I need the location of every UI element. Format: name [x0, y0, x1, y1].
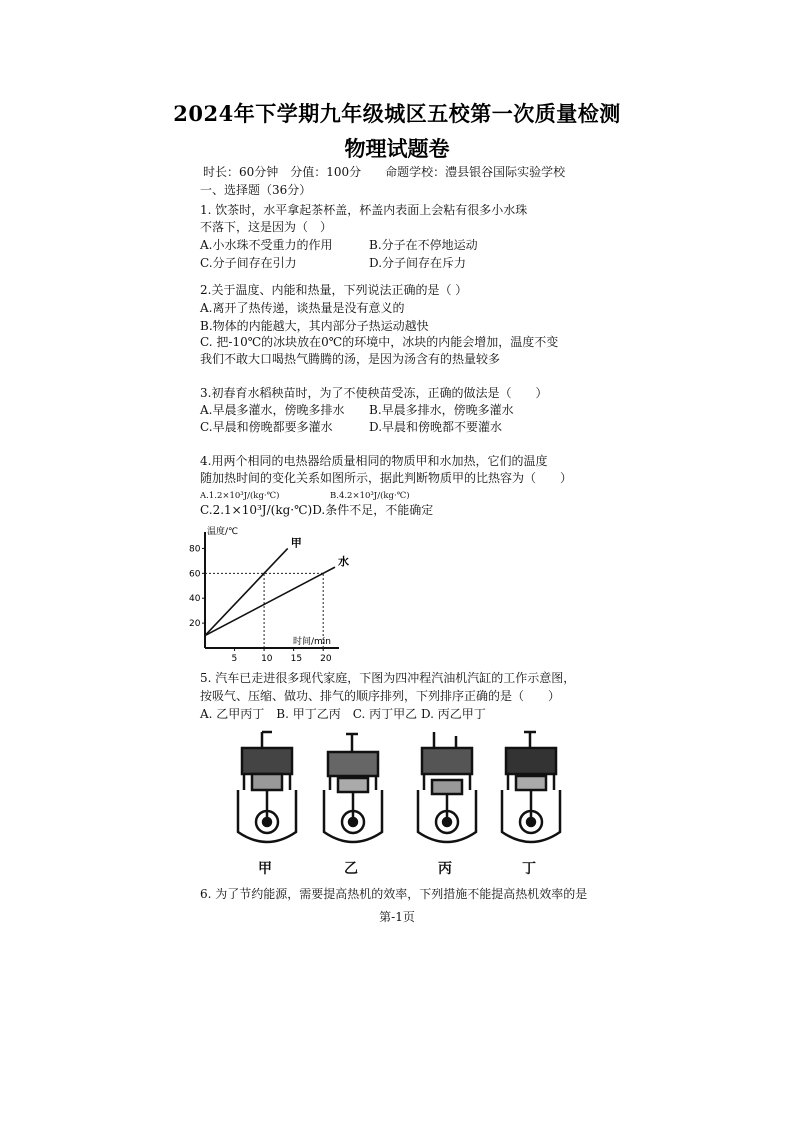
q3-stem: 3.初春育水稻秧苗时，为了不使秧苗受冻，正确的做法是（ ）	[200, 386, 548, 400]
engine-diagram-bing	[412, 728, 482, 853]
engine-diagram-jia	[232, 728, 302, 853]
engine-label-jia: 甲	[258, 861, 272, 877]
section-heading: 一、选择题（36分）	[200, 183, 312, 197]
q3-option-d: D.早晨和傍晚都不要灌水	[369, 420, 503, 434]
engine-diagram-ding	[496, 728, 566, 853]
q1-option-a: A.小水珠不受重力的作用	[200, 238, 333, 252]
page-number: 第-1页	[379, 910, 415, 924]
q1-stem-line2: 不落下，这是因为（ ）	[200, 220, 333, 234]
series-label-1: 甲	[290, 536, 302, 550]
x-tick-label: 20	[320, 654, 332, 664]
q1-option-b: B.分子在不停地运动	[369, 238, 478, 252]
q3-option-a: A.早晨多灌水，傍晚多排水	[200, 403, 345, 417]
x-tick-label: 15	[290, 654, 303, 664]
q4-option-a: A.1.2×10³J/(kg·℃)	[200, 491, 280, 501]
q2-option-c: C. 把-10℃的冰块放在0℃的环境中，冰块的内能会增加，温度不变	[200, 335, 559, 349]
q1-option-d: D.分子间存在斥力	[369, 256, 467, 270]
engine-label-bing: 丙	[438, 861, 452, 877]
q2-option-d: 我们不敢大口喝热气腾腾的汤，是因为汤含有的热量较多	[200, 352, 501, 366]
q1-stem-line1: 1. 饮茶时，水平拿起茶杯盖，杯盖内表面上会粘有很多小水珠	[200, 203, 528, 217]
exam-title: 2024年下学期九年级城区五校第一次质量检测	[173, 101, 621, 126]
x-axis-label: 时间/min	[293, 637, 332, 647]
exam-meta: 时长：60分钟 分值：100分 命题学校：澧县银谷国际实验学校	[203, 165, 566, 179]
q3-option-c: C.早晨和傍晚都要多灌水	[200, 420, 333, 434]
series-line-2	[205, 567, 335, 635]
series-line-1	[205, 548, 288, 635]
q4-option-b: B.4.2×10³J/(kg·℃)	[330, 491, 410, 501]
y-tick-label: 80	[189, 544, 201, 555]
q5-stem-line1: 5. 汽车已走进很多现代家庭，下图为四冲程汽油机汽缸的工作示意图，	[200, 671, 576, 685]
q4-option-cd: C.2.1×10³J/(kg·℃)D.条件不足，不能确定	[200, 503, 434, 517]
q2-option-b: B.物体的内能越大，其内部分子热运动越快	[200, 319, 429, 333]
y-tick-label: 40	[189, 594, 201, 605]
engine-diagram-yi	[318, 728, 388, 853]
q5-options: A. 乙甲丙丁 B. 甲丁乙丙 C. 丙丁甲乙 D. 丙乙甲丁	[200, 707, 486, 721]
x-tick-label: 10	[261, 654, 273, 664]
q2-option-a: A.离开了热传递，谈热量是没有意义的	[200, 301, 405, 315]
q5-stem-line2: 按吸气、压缩、做功、排气的顺序排列，下列排序正确的是（ ）	[200, 689, 561, 703]
q4-stem-line2: 随加热时间的变化关系如图所示，据此判断物质甲的比热容为（ ）	[200, 471, 573, 485]
x-tick-label: 5	[231, 654, 238, 664]
q4-stem-line1: 4.用两个相同的电热器给质量相同的物质甲和水加热，它们的温度	[200, 454, 548, 468]
y-tick-label: 60	[189, 569, 201, 580]
temperature-time-chart	[185, 522, 349, 664]
q1-option-c: C.分子间存在引力	[200, 256, 297, 270]
engine-label-ding: 丁	[522, 861, 536, 877]
y-axis-label: 温度/℃	[207, 527, 239, 537]
q3-option-b: B.早晨多排水，傍晚多灌水	[369, 403, 514, 417]
q2-stem: 2.关于温度、内能和热量，下列说法正确的是（ ）	[200, 283, 468, 297]
exam-subtitle: 物理试题卷	[344, 136, 450, 161]
engine-label-yi: 乙	[344, 861, 358, 877]
q6-stem: 6. 为了节约能源，需要提高热机的效率，下列措施不能提高热机效率的是	[200, 887, 588, 901]
y-tick-label: 20	[189, 619, 201, 630]
series-label-2: 水	[338, 555, 349, 569]
